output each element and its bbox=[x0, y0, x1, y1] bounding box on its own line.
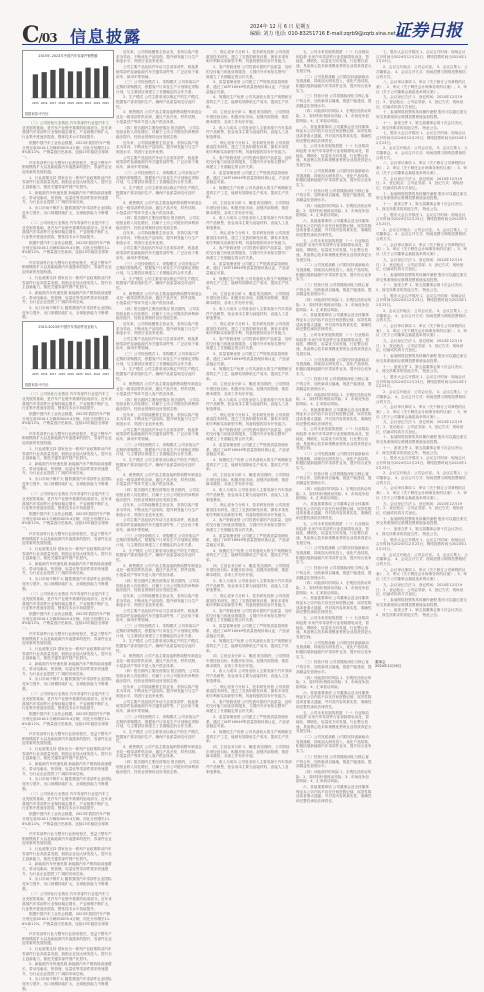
paragraph: 2、生产模式 公司主要采用以销定产的生产模式，根据客户需求组织生产，确保产品质量和交付及时性。 bbox=[116, 457, 202, 472]
x-tick-label: 2020 bbox=[75, 102, 83, 105]
paragraph: 公司主要产品包括汽车动力总成零部件、底盘系统零部件及新能源汽车关键零部件等，广泛应用于乘用车、商用车等领域。 bbox=[116, 246, 199, 260]
paragraph: （三）经营计划 公司将继续深化与核心客户的合作，加快新项目落地，推进产能建设，提高精益化管理水平。 bbox=[296, 94, 372, 108]
paragraph: 九、会议登记方法 1、登记时间：2024年12月19日；2、登记地点：公司证券部；3、登记方式：现场登记、信函或传真方式登记。 bbox=[376, 257, 464, 272]
paragraph: 十一、备查文件 1、第五届董事会第十次会议决议；2、深交所要求的其他文件。 特此公告。 bbox=[376, 445, 466, 455]
paragraph: 4、规模化生产优势 公司具备较大的生产规模和完善的生产工艺，能够有效降低生产成本，提高生产效率。 bbox=[206, 729, 292, 744]
paragraph: （三）经营计划 公司将继续深化与核心客户的合作，加快新项目落地，推进产能建设，提高精益化管理水平。 bbox=[296, 754, 372, 769]
paragraph: （二）公司发展战略 公司将坚持创新驱动发展战略，持续加大研发投入，优化产品结构，积极拓展新能源汽车零部件业务，提升综合竞争实力。 bbox=[296, 451, 372, 471]
paragraph: 1、行业政策支持 国家出台一系列产业政策推动汽车零部件行业高质量发展，鼓励企业加大研发投入，提升自主创新能力，推进关键零部件国产化替代。 bbox=[22, 546, 112, 561]
x-tick-label: 2017 bbox=[49, 373, 57, 377]
page-number: C/03 bbox=[22, 22, 57, 48]
paragraph: （二）公司所处行业情况 汽车零部件行业是汽车工业发展的基础，是汽车产业链中重要的组成部分。近年来我国汽车零部件行业保持稳定增长，产业规模不断扩大，行业集中度逐步提高，整体技术水平持续提升。 bbox=[22, 492, 112, 511]
x-tick-label: 2015 bbox=[32, 373, 39, 377]
bar bbox=[94, 68, 99, 98]
paragraph: 四、主营业务分析 1、概述 报告期内，公司围绕年度经营目标，积极开拓市场，加强内部管理，推进降本增效，各项工作有序开展。 bbox=[206, 654, 290, 668]
paragraph: 2、新能源汽车快速发展 新能源汽车产销持续高速增长，带动电驱动、热管理、轻量化等零部件需求快速提升，为行业企业提供了广阔的市场空间。 bbox=[22, 762, 112, 776]
paragraph: 4、规模化生产优势 公司具备较大的生产规模和完善的生产工艺，能够有效降低生产成本，提高生产效率。 bbox=[206, 639, 292, 653]
paragraph: （四）可能面对的风险 1、宏观经济波动风险；2、原材料价格波动风险；3、市场竞争加剧风险；4、汇率波动风险。 bbox=[296, 109, 372, 123]
paragraph: （二）公司所处行业情况 汽车零部件行业是汽车工业发展的基础，是汽车产业链中重要的组成部分。近年来我国汽车零部件行业保持稳定增长，产业规模不断扩大，行业集中度逐步提高，整体技术水平持续提升。 bbox=[22, 792, 112, 811]
paragraph: 2、收入与成本 公司营业收入主要来源于汽车零部件产品销售，营业成本主要为直接材料、直接人工及制造费用。 bbox=[206, 397, 292, 411]
paragraph: 十一、备查文件 1、第五届董事会第十次会议决议；2、深交所要求的其他文件。 特此公告。 bbox=[376, 364, 466, 374]
paragraph: 1、行业政策支持 国家出台一系列产业政策推动汽车零部件行业高质量发展，鼓励企业加大研发投入，提升自主创新能力，推进关键零部件国产化替代。 bbox=[22, 947, 112, 961]
x-tick-label: 2021 bbox=[84, 373, 92, 377]
paragraph: 根据中国汽车工业协会数据，2023年我国汽车产销分别完成3016.1万辆和3009.4万辆，同比分别增长11.6%和12%，产销量创历史新高，连续15年稳居全球第一。 bbox=[22, 912, 111, 931]
paragraph: 十、参加网络投票的具体操作流程 股东可以通过深交所交易系统和互联网投票系统参加投票。 bbox=[376, 354, 467, 363]
paragraph: 2、客户资源优势 公司凭借可靠的产品质量、及时的交付能力和优质的服务，与国内外多家知名整车厂商建立了长期稳定的合作关系。 bbox=[206, 65, 292, 79]
x-tick-label: 2019 bbox=[67, 102, 74, 105]
paragraph: （四）报告期内主要经营情况 报告期内，公司实现营业收入同比增长，归属于上市公司股东的净利润稳步提升，经营业绩保持良好发展态势。 bbox=[116, 397, 200, 411]
paragraph: 汽车零部件行业与整车行业密切相关，受益于整车产销规模的扩大以及新能源汽车渗透率的提升，零部件企业迎来新的发展机遇。 bbox=[22, 731, 112, 746]
paragraph: 根据中国汽车工业协会数据，2023年我国汽车产销分别完成3016.1万辆和3009.4万辆，同比分别增长11.6%和12%，产销量创历史新高，连续15年稳居全球第一。 bbox=[22, 140, 111, 159]
paragraph: 近年来，公司持续聚焦主营业务，坚持以客户需求为导向，不断优化产品结构，提升研发能力与生产制造水平，巩固行业竞争优势。 bbox=[116, 412, 199, 427]
bar bbox=[85, 340, 90, 370]
paragraph: 十、参加网络投票的具体操作流程 股东可以通过深交所交易系统和互联网投票系统参加投票。 bbox=[376, 516, 467, 526]
paragraph: 2、客户资源优势 公司凭借可靠的产品质量、及时的交付能力和优质的服务，与国内外多家知名整车厂商建立了长期稳定的合作关系。 bbox=[206, 518, 292, 532]
paragraph: 2、会议召开地点：公司会议室。 3、会议召集人：公司董事会。 4、会议召开方式：现场投票与网络投票相结合的方式。 bbox=[376, 65, 468, 79]
paragraph: 九、会议登记方法 1、登记时间：2024年12月19日；2、登记地点：公司证券部；3、登记方式：现场登记、信函或传真方式登记。 bbox=[376, 339, 464, 353]
paragraph: 3、质量管理优势 公司建立了严格的质量管理体系，通过了IATF16949等质量管理体系认证，产品质量稳定可靠。 bbox=[206, 352, 290, 366]
paragraph: 八、会议审议事项 1、审议《关于修订公司章程的议案》；2、审议《关于聘任会计师事务所的议案》；3、审议《关于公司董事会换届选举的议案》。 bbox=[376, 80, 467, 94]
bar bbox=[59, 68, 64, 98]
paragraph: 十一、备查文件 1、第五届董事会第十次会议决议；2、深交所要求的其他文件。 特此公告。 bbox=[376, 283, 466, 293]
bar bbox=[103, 336, 108, 369]
paragraph: 三、核心竞争力分析 1、技术研发优势 公司高度重视技术研发，建立了完善的研发体系，拥有多项发明专利和实用新型专利，具备较强的同步开发能力。 bbox=[206, 231, 290, 245]
paragraph: 公司主要产品包括汽车动力总成零部件、底盘系统零部件及新能源汽车关键零部件等，广泛应用于乘用车、商用车等领域。 bbox=[116, 609, 199, 623]
paragraph: 1、行业政策支持 国家出台一系列产业政策推动汽车零部件行业高质量发展，鼓励企业加大研发投入，提升自主创新能力，推进关键零部件国产化替代。 bbox=[22, 847, 112, 861]
column-2 bbox=[116, 50, 202, 774]
paragraph: （四）报告期内主要经营情况 报告期内，公司实现营业收入同比增长，归属于上市公司股东的净利润稳步提升，经营业绩保持良好发展态势。 bbox=[116, 488, 200, 502]
paragraph: 3、质量管理优势 公司建立了严格的质量管理体系，通过了IATF16949等质量管理体系认证，产品质量稳定可靠。 bbox=[206, 714, 290, 729]
x-tick-label: 2023 bbox=[102, 373, 109, 377]
paragraph: 六、其他重要事项 公司董事会及全体董事保证本公告内容不存在任何虚假记载、误导性陈述或者重大遗漏，并对其内容的真实性、准确性和完整性承担法律责任。 bbox=[296, 596, 372, 615]
paragraph: 2、生产模式 公司主要采用以销定产的生产模式，根据客户需求组织生产，确保产品质量和交付及时性。 bbox=[116, 639, 202, 653]
paragraph: 九、会议登记方法 1、登记时间：2024年12月19日；2、登记地点：公司证券部；3、登记方式：现场登记、信函或传真方式登记。 bbox=[376, 420, 464, 434]
paragraph: 七、股东大会召开情况 1、会议召开时间：现场会议召开时间为2024年12月23日；网络投票时间为2024年12月23日。 bbox=[376, 212, 467, 226]
paragraph: 三、核心竞争力分析 1、技术研发优势 公司高度重视技术研发，建立了完善的研发体系，拥有多项发明专利和实用新型专利，具备较强的同步开发能力。 bbox=[206, 412, 290, 427]
paragraph: （三）公司经营模式 1、采购模式 公司采取以产定购的采购模式，根据客户订单及生产计划制定采购计划，与主要供应商建立了长期稳定的合作关系。 bbox=[116, 170, 200, 185]
imprint-line: 2024年12月6日 bbox=[375, 664, 402, 669]
newspaper-masthead: 证券日报 bbox=[394, 21, 462, 41]
paragraph: （二）公司所处行业情况 汽车零部件行业是汽车工业发展的基础，是汽车产业链中重要的组成部分。近年来我国汽车零部件行业保持稳定增长，产业规模不断扩大，行业集中度逐步提高，整体技术水平持续提升。 bbox=[22, 592, 112, 611]
paragraph: 4、规模化生产优势 公司具备较大的生产规模和完善的生产工艺，能够有效降低生产成本，提高生产效率。 bbox=[206, 367, 292, 381]
paragraph: （三）经营计划 公司将继续深化与核心客户的合作，加快新项目落地，推进产能建设，提高精益化管理水平。 bbox=[296, 660, 372, 674]
bar bbox=[33, 345, 38, 369]
column-4 bbox=[296, 50, 372, 804]
paragraph: 根据中国汽车工业协会数据，2023年我国汽车产销分别完成3016.1万辆和3009.4万辆，同比分别增长11.6%和12%，产销量创历史新高，连续15年稳居全球第一。 bbox=[22, 612, 111, 631]
paragraph: 2、客户资源优势 公司凭借可靠的产品质量、及时的交付能力和优质的服务，与国内外多家知名整车厂商建立了长期稳定的合作关系。 bbox=[206, 427, 292, 442]
paragraph: 近年来，公司持续聚焦主营业务，坚持以客户需求为导向，不断优化产品结构，提升研发能力与生产制造水平，巩固行业竞争优势。 bbox=[116, 593, 199, 608]
bar bbox=[68, 71, 73, 98]
paragraph: 2、新能源汽车快速发展 新能源汽车产销持续高速增长，带动电驱动、热管理、轻量化等零部件需求快速提升，为行业企业提供了广阔的市场空间。 bbox=[22, 862, 112, 876]
paragraph: 近年来，公司持续聚焦主营业务，坚持以客户需求为导向，不断优化产品结构，提升研发能力与生产制造水平，巩固行业竞争优势。 bbox=[116, 684, 199, 698]
bar bbox=[68, 341, 73, 369]
paragraph: 3、出口市场不断扩大 随着我国汽车零部件企业国际竞争力提升，出口规模持续扩大，全球配套能力不断增强。 bbox=[22, 477, 112, 491]
paragraph: 2、客户资源优势 公司凭借可靠的产品质量、及时的交付能力和优质的服务，与国内外多家知名整车厂商建立了长期稳定的合作关系。 bbox=[206, 699, 292, 714]
paragraph: （四）可能面对的风险 1、宏观经济波动风险；2、原材料价格波动风险；3、市场竞争加剧风险；4、汇率波动风险。 bbox=[296, 675, 372, 689]
paragraph: 3、质量管理优势 公司建立了严格的质量管理体系，通过了IATF16949等质量管理体系认证，产品质量稳定可靠。 bbox=[206, 80, 290, 94]
paragraph: 十、参加网络投票的具体操作流程 股东可以通过深交所交易系统和互联网投票系统参加投票。 bbox=[376, 597, 467, 607]
paragraph: 五、公司未来发展的展望 （一）行业格局和趋势 未来汽车零部件行业将朝着电动化、智能化、网联化、轻量化方向发展，行业整合加速，具备核心技术和规模优势的企业将获得更大发展空间。 bbox=[296, 427, 372, 451]
paragraph: 2、客户资源优势 公司凭借可靠的产品质量、及时的交付能力和优质的服务，与国内外多家知名整车厂商建立了长期稳定的合作关系。 bbox=[206, 337, 292, 351]
page-header bbox=[0, 0, 484, 48]
paragraph: 五、公司未来发展的展望 （一）行业格局和趋势 未来汽车零部件行业将朝着电动化、智能化、网联化、轻量化方向发展，行业整合加速，具备核心技术和规模优势的企业将获得更大发展空间。 bbox=[296, 333, 372, 356]
paragraph: 十一、备查文件 1、第五届董事会第十次会议决议；2、深交所要求的其他文件。 特此公告。 bbox=[376, 202, 466, 211]
paragraph: 三、核心竞争力分析 1、技术研发优势 公司高度重视技术研发，建立了完善的研发体系，拥有多项发明专利和实用新型专利，具备较强的同步开发能力。 bbox=[206, 321, 290, 336]
paragraph: （三）公司经营模式 1、采购模式 公司采取以产定购的采购模式，根据客户订单及生产计划制定采购计划，与主要供应商建立了长期稳定的合作关系。 bbox=[116, 352, 200, 366]
paragraph: 3、出口市场不断扩大 随着我国汽车零部件企业国际竞争力提升，出口规模持续扩大，全球配套能力不断增强。 bbox=[22, 306, 112, 320]
paragraph: （三）公司经营模式 1、采购模式 公司采取以产定购的采购模式，根据客户订单及生产计划制定采购计划，与主要供应商建立了长期稳定的合作关系。 bbox=[116, 261, 200, 275]
paragraph: 3、销售模式 公司产品主要直接销售给整车制造企业及一级零部件供应商，通过产品开发、样件试制、小批量试产等环节进入客户供应体系。 bbox=[116, 563, 202, 578]
chart-1-title: 2015年-2023年中国汽车零部件销售额 bbox=[38, 54, 98, 58]
paragraph: 2、客户资源优势 公司凭借可靠的产品质量、及时的交付能力和优质的服务，与国内外多家知名整车厂商建立了长期稳定的合作关系。 bbox=[206, 609, 292, 623]
paragraph: 五、公司未来发展的展望 （一）行业格局和趋势 未来汽车零部件行业将朝着电动化、智能化、网联化、轻量化方向发展，行业整合加速，具备核心技术和规模优势的企业将获得更大发展空间。 bbox=[296, 50, 372, 73]
paragraph: 六、其他重要事项 公司董事会及全体董事保证本公告内容不存在任何虚假记载、误导性陈述或者重大遗漏，并对其内容的真实性、准确性和完整性承担法律责任。 bbox=[296, 407, 372, 426]
paragraph: 3、质量管理优势 公司建立了严格的质量管理体系，通过了IATF16949等质量管理体系认证，产品质量稳定可靠。 bbox=[206, 261, 290, 275]
paragraph: 2、收入与成本 公司营业收入主要来源于汽车零部件产品销售，营业成本主要为直接材料、直接人工及制造费用。 bbox=[206, 488, 292, 502]
paragraph: 公司主要产品包括汽车动力总成零部件、底盘系统零部件及新能源汽车关键零部件等，广泛应用于乘用车、商用车等领域。 bbox=[116, 427, 199, 442]
paragraph: （四）报告期内主要经营情况 报告期内，公司实现营业收入同比增长，归属于上市公司股东的净利润稳步提升，经营业绩保持良好发展态势。 bbox=[116, 306, 200, 321]
paragraph: 3、质量管理优势 公司建立了严格的质量管理体系，通过了IATF16949等质量管理体系认证，产品质量稳定可靠。 bbox=[206, 170, 290, 185]
x-tick-label: 2017 bbox=[49, 102, 57, 105]
paragraph: 近年来，公司持续聚焦主营业务，坚持以客户需求为导向，不断优化产品结构，提升研发能力与生产制造水平，巩固行业竞争优势。 bbox=[116, 231, 199, 245]
paragraph: 2、会议召开地点：公司会议室。 3、会议召集人：公司董事会。 4、会议召开方式：现场投票与网络投票相结合的方式。 bbox=[376, 471, 468, 485]
x-tick-label: 2016 bbox=[40, 102, 48, 105]
paragraph: （三）公司经营模式 1、采购模式 公司采取以产定购的采购模式，根据客户订单及生产计划制定采购计划，与主要供应商建立了长期稳定的合作关系。 bbox=[116, 714, 200, 729]
paragraph: 2、生产模式 公司主要采用以销定产的生产模式，根据客户需求组织生产，确保产品质量和交付及时性。 bbox=[116, 548, 202, 563]
paragraph: 四、主营业务分析 1、概述 报告期内，公司围绕年度经营目标，积极开拓市场，加强内部管理，推进降本增效，各项工作有序开展。 bbox=[206, 110, 290, 124]
bar bbox=[50, 340, 55, 369]
paragraph: 公司主要产品包括汽车动力总成零部件、底盘系统零部件及新能源汽车关键零部件等，广泛应用于乘用车、商用车等领域。 bbox=[116, 699, 199, 714]
paragraph: 2、会议召开地点：公司会议室。 3、会议召集人：公司董事会。 4、会议召开方式：现场投票与网络投票相结合的方式。 bbox=[376, 146, 468, 160]
column-5 bbox=[376, 50, 468, 676]
paragraph: 九、会议登记方法 1、登记时间：2024年12月19日；2、登记地点：公司证券部；3、登记方式：现场登记、信函或传真方式登记。 bbox=[376, 582, 464, 597]
paragraph: 1、行业政策支持 国家出台一系列产业政策推动汽车零部件行业高质量发展，鼓励企业加大研发投入，提升自主创新能力，推进关键零部件国产化替代。 bbox=[22, 446, 112, 461]
bar bbox=[42, 342, 47, 369]
paragraph: 2、收入与成本 公司营业收入主要来源于汽车零部件产品销售，营业成本主要为直接材料、直接人工及制造费用。 bbox=[206, 306, 292, 321]
column-1 bbox=[22, 50, 112, 991]
paragraph: 十、参加网络投票的具体操作流程 股东可以通过深交所交易系统和互联网投票系统参加投票。 bbox=[376, 435, 467, 445]
paragraph: 3、销售模式 公司产品主要直接销售给整车制造企业及一级零部件供应商，通过产品开发、样件试制、小批量试产等环节进入客户供应体系。 bbox=[116, 654, 202, 668]
paragraph: 2、收入与成本 公司营业收入主要来源于汽车零部件产品销售，营业成本主要为直接材料、直接人工及制造费用。 bbox=[206, 760, 292, 774]
paragraph: 3、出口市场不断扩大 随着我国汽车零部件企业国际竞争力提升，出口规模持续扩大，全球配套能力不断增强。 bbox=[22, 577, 112, 591]
column-3-text bbox=[206, 50, 292, 774]
paragraph: 1、行业政策支持 国家出台一系列产业政策推动汽车零部件行业高质量发展，鼓励企业加大研发投入，提升自主创新能力，推进关键零部件国产化替代。 bbox=[22, 175, 112, 190]
paragraph: 2、生产模式 公司主要采用以销定产的生产模式，根据客户需求组织生产，确保产品质量和交付及时性。 bbox=[116, 95, 202, 109]
paragraph: 五、公司未来发展的展望 （一）行业格局和趋势 未来汽车零部件行业将朝着电动化、智能化、网联化、轻量化方向发展，行业整合加速，具备核心技术和规模优势的企业将获得更大发展空间。 bbox=[296, 710, 372, 734]
paragraph: 四、主营业务分析 1、概述 报告期内，公司围绕年度经营目标，积极开拓市场，加强内部管理，推进降本增效，各项工作有序开展。 bbox=[206, 291, 290, 306]
paragraph: 五、公司未来发展的展望 （一）行业格局和趋势 未来汽车零部件行业将朝着电动化、智能化、网联化、轻量化方向发展，行业整合加速，具备核心技术和规模优势的企业将获得更大发展空间。 bbox=[296, 616, 372, 639]
paragraph: 2、会议召开地点：公司会议室。 3、会议召集人：公司董事会。 4、会议召开方式：现场投票与网络投票相结合的方式。 bbox=[376, 308, 468, 323]
paragraph: （三）经营计划 公司将继续深化与核心客户的合作，加快新项目落地，推进产能建设，提高精益化管理水平。 bbox=[296, 471, 372, 486]
column-3 bbox=[206, 50, 292, 774]
paragraph: 3、销售模式 公司产品主要直接销售给整车制造企业及一级零部件供应商，通过产品开发、样件试制、小批量试产等环节进入客户供应体系。 bbox=[116, 382, 202, 396]
paragraph: （二）公司所处行业情况 汽车零部件行业是汽车工业发展的基础，是汽车产业链中重要的组成部分。近年来我国汽车零部件行业保持稳定增长，产业规模不断扩大，行业集中度逐步提高，整体技术水平持续提升。 bbox=[22, 221, 112, 240]
paragraph: （四）可能面对的风险 1、宏观经济波动风险；2、原材料价格波动风险；3、市场竞争加剧风险；4、汇率波动风险。 bbox=[296, 486, 372, 501]
paragraph: （三）公司经营模式 1、采购模式 公司采取以产定购的采购模式，根据客户订单及生产计划制定采购计划，与主要供应商建立了长期稳定的合作关系。 bbox=[116, 533, 200, 547]
paragraph: 根据中国汽车工业协会数据，2023年我国汽车产销分别完成3016.1万辆和3009.4万辆，同比分别增长11.6%和12%，产销量创历史新高，连续15年稳居全球第一。 bbox=[22, 411, 111, 431]
paragraph: 3、销售模式 公司产品主要直接销售给整车制造企业及一级零部件供应商，通过产品开发、样件试制、小批量试产等环节进入客户供应体系。 bbox=[116, 745, 202, 759]
bar bbox=[94, 338, 99, 369]
paragraph: 八、会议审议事项 1、审议《关于修订公司章程的议案》；2、审议《关于聘任会计师事务所的议案》；3、审议《关于公司董事会换届选举的议案》。 bbox=[376, 323, 467, 338]
paragraph: 九、会议登记方法 1、登记时间：2024年12月19日；2、登记地点：公司证券部；3、登记方式：现场登记、信函或传真方式登记。 bbox=[376, 176, 464, 190]
paragraph: 公司主要产品包括汽车动力总成零部件、底盘系统零部件及新能源汽车关键零部件等，广泛应用于乘用车、商用车等领域。 bbox=[116, 65, 199, 79]
paragraph: 六、其他重要事项 公司董事会及全体董事保证本公告内容不存在任何虚假记载、误导性陈述或者重大遗漏，并对其内容的真实性、准确性和完整性承担法律责任。 bbox=[296, 218, 372, 238]
paragraph: 3、销售模式 公司产品主要直接销售给整车制造企业及一级零部件供应商，通过产品开发、样件试制、小批量试产等环节进入客户供应体系。 bbox=[116, 110, 202, 124]
paragraph: 根据中国汽车工业协会数据，2023年我国汽车产销分别完成3016.1万辆和3009.4万辆，同比分别增长11.6%和12%，产销量创历史新高，连续15年稳居全球第一。 bbox=[22, 812, 111, 831]
paragraph: 2、会议召开地点：公司会议室。 3、会议召集人：公司董事会。 4、会议召开方式：现场投票与网络投票相结合的方式。 bbox=[376, 552, 468, 567]
paragraph: （二）公司发展战略 公司将坚持创新驱动发展战略，持续加大研发投入，优化产品结构，积极拓展新能源汽车零部件业务，提升综合竞争实力。 bbox=[296, 640, 372, 659]
paragraph: 八、会议审议事项 1、审议《关于修订公司章程的议案》；2、审议《关于聘任会计师事务所的议案》；3、审议《关于公司董事会换届选举的议案》。 bbox=[376, 161, 467, 175]
paragraph: 4、规模化生产优势 公司具备较大的生产规模和完善的生产工艺，能够有效降低生产成本，提高生产效率。 bbox=[206, 548, 292, 563]
paragraph: 九、会议登记方法 1、登记时间：2024年12月19日；2、登记地点：公司证券部；3、登记方式：现场登记、信函或传真方式登记。 bbox=[376, 501, 464, 515]
paragraph: （三）经营计划 公司将继续深化与核心客户的合作，加快新项目落地，推进产能建设，提高精益化管理水平。 bbox=[296, 188, 372, 203]
chart-1-plot bbox=[23, 58, 113, 106]
bar bbox=[77, 342, 82, 369]
chart-2-plot bbox=[23, 329, 113, 377]
paragraph: 根据中国汽车工业协会数据，2023年我国汽车产销分别完成3016.1万辆和3009.4万辆，同比分别增长11.6%和12%，产销量创历史新高，连续15年稳居全球第一。 bbox=[22, 240, 111, 259]
paragraph: 十一、备查文件 1、第五届董事会第十次会议决议；2、深交所要求的其他文件。 特此公告。 bbox=[376, 527, 466, 536]
paragraph: 八、会议审议事项 1、审议《关于修订公司章程的议案》；2、审议《关于聘任会计师事务所的议案》；3、审议《关于公司董事会换届选举的议案》。 bbox=[376, 567, 467, 582]
paragraph: 十一、备查文件 1、第五届董事会第十次会议决议；2、深交所要求的其他文件。 特此公告。 bbox=[376, 120, 466, 130]
paragraph: 七、股东大会召开情况 1、会议召开时间：现场会议召开时间为2024年12月23日；网络投票时间为2024年12月23日。 bbox=[376, 50, 467, 64]
x-tick-label: 2023 bbox=[102, 102, 109, 105]
paragraph: （二）公司发展战略 公司将坚持创新驱动发展战略，持续加大研发投入，优化产品结构，积极拓展新能源汽车零部件业务，提升综合竞争实力。 bbox=[296, 546, 372, 565]
bar bbox=[85, 68, 90, 98]
paragraph: 六、其他重要事项 公司董事会及全体董事保证本公告内容不存在任何虚假记载、误导性陈述或者重大遗漏，并对其内容的真实性、准确性和完整性承担法律责任。 bbox=[296, 690, 372, 709]
bar bbox=[59, 339, 64, 369]
paragraph: （二）公司发展战略 公司将坚持创新驱动发展战略，持续加大研发投入，优化产品结构，积极拓展新能源汽车零部件业务，提升综合竞争实力。 bbox=[296, 735, 372, 754]
paragraph: 八、会议审议事项 1、审议《关于修订公司章程的议案》；2、审议《关于聘任会计师事务所的议案》；3、审议《关于公司董事会换届选举的议案》。 bbox=[376, 405, 467, 419]
paragraph: 八、会议审议事项 1、审议《关于修订公司章程的议案》；2、审议《关于聘任会计师事务所的议案》；3、审议《关于公司董事会换届选举的议案》。 bbox=[376, 486, 467, 500]
paragraph: 公司主要产品包括汽车动力总成零部件、底盘系统零部件及新能源汽车关键零部件等，广泛应用于乘用车、商用车等领域。 bbox=[116, 518, 199, 532]
paragraph: （三）公司经营模式 1、采购模式 公司采取以产定购的采购模式，根据客户订单及生产计划制定采购计划，与主要供应商建立了长期稳定的合作关系。 bbox=[116, 624, 200, 638]
paragraph: 3、出口市场不断扩大 随着我国汽车零部件企业国际竞争力提升，出口规模持续扩大，全球配套能力不断增强。 bbox=[22, 205, 112, 220]
date-line: 2024年 12 月 6 日 星期五 bbox=[250, 24, 311, 30]
imprint bbox=[375, 660, 470, 669]
paragraph: （二）公司发展战略 公司将坚持创新驱动发展战略，持续加大研发投入，优化产品结构，积极拓展新能源汽车零部件业务，提升综合竞争实力。 bbox=[296, 263, 372, 282]
paragraph: 六、其他重要事项 公司董事会及全体董事保证本公告内容不存在任何虚假记载、误导性陈述或者重大遗漏，并对其内容的真实性、准确性和完整性承担法律责任。 bbox=[296, 313, 372, 332]
chart-1-caption: 数据来源:中汽协 bbox=[25, 112, 49, 116]
paragraph: （三）公司经营模式 1、采购模式 公司采取以产定购的采购模式，根据客户订单及生产计划制定采购计划，与主要供应商建立了长期稳定的合作关系。 bbox=[116, 442, 200, 457]
paragraph: （二）公司所处行业情况 汽车零部件行业是汽车工业发展的基础，是汽车产业链中重要的组成部分。近年来我国汽车零部件行业保持稳定增长，产业规模不断扩大，行业集中度逐步提高，整体技术水平持续提升。 bbox=[22, 121, 112, 140]
paragraph: 三、核心竞争力分析 1、技术研发优势 公司高度重视技术研发，建立了完善的研发体系，拥有多项发明专利和实用新型专利，具备较强的同步开发能力。 bbox=[206, 140, 290, 155]
header-rule bbox=[22, 44, 468, 45]
bar bbox=[33, 74, 38, 98]
paragraph: 2、新能源汽车快速发展 新能源汽车产销持续高速增长，带动电驱动、热管理、轻量化等零部件需求快速提升，为行业企业提供了广阔的市场空间。 bbox=[22, 461, 112, 476]
paragraph: （四）可能面对的风险 1、宏观经济波动风险；2、原材料价格波动风险；3、市场竞争加剧风险；4、汇率波动风险。 bbox=[296, 581, 372, 595]
paragraph: 五、公司未来发展的展望 （一）行业格局和趋势 未来汽车零部件行业将朝着电动化、智能化、网联化、轻量化方向发展，行业整合加速，具备核心技术和规模优势的企业将获得更大发展空间。 bbox=[296, 521, 372, 545]
paragraph: 4、规模化生产优势 公司具备较大的生产规模和完善的生产工艺，能够有效降低生产成本，提高生产效率。 bbox=[206, 185, 292, 200]
paragraph: （三）公司经营模式 1、采购模式 公司采取以产定购的采购模式，根据客户订单及生产计划制定采购计划，与主要供应商建立了长期稳定的合作关系。 bbox=[116, 80, 200, 94]
paragraph: 四、主营业务分析 1、概述 报告期内，公司围绕年度经营目标，积极开拓市场，加强内部管理，推进降本增效，各项工作有序开展。 bbox=[206, 745, 290, 759]
paragraph: 十、参加网络投票的具体操作流程 股东可以通过深交所交易系统和互联网投票系统参加投票。 bbox=[376, 272, 467, 282]
paragraph: 近年来，公司持续聚焦主营业务，坚持以客户需求为导向，不断优化产品结构，提升研发能力与生产制造水平，巩固行业竞争优势。 bbox=[116, 50, 199, 64]
paragraph: 汽车零部件行业与整车行业密切相关，受益于整车产销规模的扩大以及新能源汽车渗透率的提升，零部件企业迎来新的发展机遇。 bbox=[22, 160, 112, 175]
x-tick-label: 2020 bbox=[75, 373, 83, 377]
paragraph: 2、收入与成本 公司营业收入主要来源于汽车零部件产品销售，营业成本主要为直接材料、直接人工及制造费用。 bbox=[206, 669, 292, 683]
x-tick-label: 2019 bbox=[67, 373, 74, 377]
chart-2-title: 2015-2023年中国汽车零部件营业收入 bbox=[38, 325, 98, 330]
paragraph: （四）可能面对的风险 1、宏观经济波动风险；2、原材料价格波动风险；3、市场竞争加剧风险；4、汇率波动风险。 bbox=[296, 769, 372, 784]
x-tick-label: 2016 bbox=[40, 373, 48, 377]
column-5-text bbox=[376, 50, 468, 618]
paragraph: 近年来，公司持续聚焦主营业务，坚持以客户需求为导向，不断优化产品结构，提升研发能力与生产制造水平，巩固行业竞争优势。 bbox=[116, 321, 199, 336]
paragraph: （四）报告期内主要经营情况 报告期内，公司实现营业收入同比增长，归属于上市公司股东的净利润稳步提升，经营业绩保持良好发展态势。 bbox=[116, 760, 200, 774]
paragraph: 2、会议召开地点：公司会议室。 3、会议召集人：公司董事会。 4、会议召开方式：现场投票与网络投票相结合的方式。 bbox=[376, 227, 468, 242]
paragraph: （二）公司发展战略 公司将坚持创新驱动发展战略，持续加大研发投入，优化产品结构，积极拓展新能源汽车零部件业务，提升综合竞争实力。 bbox=[296, 168, 372, 187]
paragraph: 八、会议审议事项 1、审议《关于修订公司章程的议案》；2、审议《关于聘任会计师事务所的议案》；3、审议《关于公司董事会换届选举的议案》。 bbox=[376, 242, 467, 257]
paragraph: 汽车零部件行业与整车行业密切相关，受益于整车产销规模的扩大以及新能源汽车渗透率的提升，零部件企业迎来新的发展机遇。 bbox=[22, 932, 112, 946]
column-1-text-b bbox=[22, 392, 112, 991]
x-tick-label: 2022 bbox=[93, 373, 101, 377]
bar bbox=[103, 66, 108, 98]
x-tick-label: 2021 bbox=[84, 102, 92, 105]
paragraph: 根据中国汽车工业协会数据，2023年我国汽车产销分别完成3016.1万辆和3009.4万辆，同比分别增长11.6%和12%，产销量创历史新高，连续15年稳居全球第一。 bbox=[22, 712, 111, 731]
paragraph: 2、新能源汽车快速发展 新能源汽车产销持续高速增长，带动电驱动、热管理、轻量化等零部件需求快速提升，为行业企业提供了广阔的市场空间。 bbox=[22, 562, 112, 576]
paragraph: 3、质量管理优势 公司建立了严格的质量管理体系，通过了IATF16949等质量管理体系认证，产品质量稳定可靠。 bbox=[206, 533, 290, 547]
paragraph: 2、新能源汽车快速发展 新能源汽车产销持续高速增长，带动电驱动、热管理、轻量化等零部件需求快速提升，为行业企业提供了广阔的市场空间。 bbox=[22, 962, 112, 976]
paragraph: 汽车零部件行业与整车行业密切相关，受益于整车产销规模的扩大以及新能源汽车渗透率的提升，零部件企业迎来新的发展机遇。 bbox=[22, 531, 112, 546]
paragraph: 2、收入与成本 公司营业收入主要来源于汽车零部件产品销售，营业成本主要为直接材料、直接人工及制造费用。 bbox=[206, 578, 292, 593]
paragraph: 2、生产模式 公司主要采用以销定产的生产模式，根据客户需求组织生产，确保产品质量和交付及时性。 bbox=[116, 729, 202, 744]
paragraph: 十一、备查文件 1、第五届董事会第十次会议决议；2、深交所要求的其他文件。 特此公告。 bbox=[376, 608, 466, 618]
paragraph: 七、股东大会召开情况 1、会议召开时间：现场会议召开时间为2024年12月23日；网络投票时间为2024年12月23日。 bbox=[376, 131, 467, 145]
paragraph: 十、参加网络投票的具体操作流程 股东可以通过深交所交易系统和互联网投票系统参加投票。 bbox=[376, 191, 467, 201]
imprint-line: 董事会 bbox=[375, 660, 386, 664]
bar bbox=[42, 72, 47, 98]
paragraph: 公司主要产品包括汽车动力总成零部件、底盘系统零部件及新能源汽车关键零部件等，广泛应用于乘用车、商用车等领域。 bbox=[116, 337, 199, 351]
paragraph: 2、生产模式 公司主要采用以销定产的生产模式，根据客户需求组织生产，确保产品质量和交付及时性。 bbox=[116, 276, 202, 291]
paragraph: 四、主营业务分析 1、概述 报告期内，公司围绕年度经营目标，积极开拓市场，加强内部管理，推进降本增效，各项工作有序开展。 bbox=[206, 563, 290, 578]
paragraph: 2、新能源汽车快速发展 新能源汽车产销持续高速增长，带动电驱动、热管理、轻量化等零部件需求快速提升，为行业企业提供了广阔的市场空间。 bbox=[22, 662, 112, 676]
paragraph: 公司主要产品包括汽车动力总成零部件、底盘系统零部件及新能源汽车关键零部件等，广泛应用于乘用车、商用车等领域。 bbox=[116, 155, 199, 170]
paragraph: 1、行业政策支持 国家出台一系列产业政策推动汽车零部件行业高质量发展，鼓励企业加大研发投入，提升自主创新能力，推进关键零部件国产化替代。 bbox=[22, 747, 112, 761]
paragraph: 2、客户资源优势 公司凭借可靠的产品质量、及时的交付能力和优质的服务，与国内外多家知名整车厂商建立了长期稳定的合作关系。 bbox=[206, 155, 292, 170]
paragraph: 十、参加网络投票的具体操作流程 股东可以通过深交所交易系统和互联网投票系统参加投票。 bbox=[376, 110, 467, 120]
paragraph: 汽车零部件行业与整车行业密切相关，受益于整车产销规模的扩大以及新能源汽车渗透率的提升，零部件企业迎来新的发展机遇。 bbox=[22, 260, 112, 275]
paragraph: 九、会议登记方法 1、登记时间：2024年12月19日；2、登记地点：公司证券部；3、登记方式：现场登记、信函或传真方式登记。 bbox=[376, 95, 464, 109]
paragraph: 三、核心竞争力分析 1、技术研发优势 公司高度重视技术研发，建立了完善的研发体系，拥有多项发明专利和实用新型专利，具备较强的同步开发能力。 bbox=[206, 684, 290, 698]
paragraph: 2、生产模式 公司主要采用以销定产的生产模式，根据客户需求组织生产，确保产品质量和交付及时性。 bbox=[116, 367, 202, 381]
chart-1 bbox=[22, 50, 114, 118]
x-tick-label: 2018 bbox=[58, 373, 66, 377]
paragraph: 近年来，公司持续聚焦主营业务，坚持以客户需求为导向，不断优化产品结构，提升研发能力与生产制造水平，巩固行业竞争优势。 bbox=[116, 503, 199, 517]
paragraph: 七、股东大会召开情况 1、会议召开时间：现场会议召开时间为2024年12月23日；网络投票时间为2024年12月23日。 bbox=[376, 537, 467, 551]
paragraph: 近年来，公司持续聚焦主营业务，坚持以客户需求为导向，不断优化产品结构，提升研发能力与生产制造水平，巩固行业竞争优势。 bbox=[116, 140, 199, 155]
x-tick-label: 2015 bbox=[32, 102, 39, 105]
paragraph: （二）公司发展战略 公司将坚持创新驱动发展战略，持续加大研发投入，优化产品结构，积极拓展新能源汽车零部件业务，提升综合竞争实力。 bbox=[296, 357, 372, 376]
paragraph: 七、股东大会召开情况 1、会议召开时间：现场会议召开时间为2024年12月23日；网络投票时间为2024年12月23日。 bbox=[376, 456, 467, 470]
paragraph: 3、出口市场不断扩大 随着我国汽车零部件企业国际竞争力提升，出口规模持续扩大，全球配套能力不断增强。 bbox=[22, 777, 112, 791]
paragraph: （三）经营计划 公司将继续深化与核心客户的合作，加快新项目落地，推进产能建设，提高精益化管理水平。 bbox=[296, 377, 372, 391]
paragraph: （四）可能面对的风险 1、宏观经济波动风险；2、原材料价格波动风险；3、市场竞争加剧风险；4、汇率波动风险。 bbox=[296, 392, 372, 406]
paragraph: 四、主营业务分析 1、概述 报告期内，公司围绕年度经营目标，积极开拓市场，加强内部管理，推进降本增效，各项工作有序开展。 bbox=[206, 201, 290, 215]
paragraph: 3、出口市场不断扩大 随着我国汽车零部件企业国际竞争力提升，出口规模持续扩大，全球配套能力不断增强。 bbox=[22, 977, 112, 991]
bar bbox=[77, 71, 82, 98]
paragraph: 4、规模化生产优势 公司具备较大的生产规模和完善的生产工艺，能够有效降低生产成本，提高生产效率。 bbox=[206, 457, 292, 472]
paragraph: 汽车零部件行业与整车行业密切相关，受益于整车产销规模的扩大以及新能源汽车渗透率的提升，零部件企业迎来新的发展机遇。 bbox=[22, 431, 112, 446]
paragraph: 2、生产模式 公司主要采用以销定产的生产模式，根据客户需求组织生产，确保产品质量和交付及时性。 bbox=[116, 185, 202, 200]
paragraph: 1、行业政策支持 国家出台一系列产业政策推动汽车零部件行业高质量发展，鼓励企业加大研发投入，提升自主创新能力，推进关键零部件国产化替代。 bbox=[22, 275, 112, 290]
chart-2 bbox=[22, 321, 114, 389]
paragraph: 2、新能源汽车快速发展 新能源汽车产销持续高速增长，带动电驱动、热管理、轻量化等零部件需求快速提升，为行业企业提供了广阔的市场空间。 bbox=[22, 190, 112, 205]
paragraph: 根据中国汽车工业协会数据，2023年我国汽车产销分别完成3016.1万辆和3009.4万辆，同比分别增长11.6%和12%，产销量创历史新高，连续15年稳居全球第一。 bbox=[22, 512, 111, 531]
x-tick-label: 2022 bbox=[93, 102, 101, 105]
paragraph: （四）可能面对的风险 1、宏观经济波动风险；2、原材料价格波动风险；3、市场竞争加剧风险；4、汇率波动风险。 bbox=[296, 298, 372, 312]
paragraph: （二）公司所处行业情况 汽车零部件行业是汽车工业发展的基础，是汽车产业链中重要的组成部分。近年来我国汽车零部件行业保持稳定增长，产业规模不断扩大，行业集中度逐步提高，整体技术水平持续提升。 bbox=[22, 692, 112, 711]
paragraph: 五、公司未来发展的展望 （一）行业格局和趋势 未来汽车零部件行业将朝着电动化、智能化、网联化、轻量化方向发展，行业整合加速，具备核心技术和规模优势的企业将获得更大发展空间。 bbox=[296, 144, 372, 168]
column-2-text bbox=[116, 50, 202, 774]
paragraph: 3、质量管理优势 公司建立了严格的质量管理体系，通过了IATF16949等质量管理体系认证，产品质量稳定可靠。 bbox=[206, 442, 290, 457]
paragraph: 六、其他重要事项 公司董事会及全体董事保证本公告内容不存在任何虚假记载、误导性陈述或者重大遗漏，并对其内容的真实性、准确性和完整性承担法律责任。 bbox=[296, 785, 372, 804]
paragraph: 2、收入与成本 公司营业收入主要来源于汽车零部件产品销售，营业成本主要为直接材料、直接人工及制造费用。 bbox=[206, 216, 292, 230]
paragraph: 七、股东大会召开情况 1、会议召开时间：现场会议召开时间为2024年12月23日；网络投票时间为2024年12月23日。 bbox=[376, 375, 467, 389]
paragraph: 六、其他重要事项 公司董事会及全体董事保证本公告内容不存在任何虚假记载、误导性陈述或者重大遗漏，并对其内容的真实性、准确性和完整性承担法律责任。 bbox=[296, 501, 372, 521]
paragraph: 4、规模化生产优势 公司具备较大的生产规模和完善的生产工艺，能够有效降低生产成本，提高生产效率。 bbox=[206, 276, 292, 291]
paragraph: 五、公司未来发展的展望 （一）行业格局和趋势 未来汽车零部件行业将朝着电动化、智能化、网联化、轻量化方向发展，行业整合加速，具备核心技术和规模优势的企业将获得更大发展空间。 bbox=[296, 238, 372, 262]
section-title: 信息披露 bbox=[70, 27, 143, 46]
paragraph: 三、核心竞争力分析 1、技术研发优势 公司高度重视技术研发，建立了完善的研发体系，拥有多项发明专利和实用新型专利，具备较强的同步开发能力。 bbox=[206, 593, 290, 608]
paragraph: 三、核心竞争力分析 1、技术研发优势 公司高度重视技术研发，建立了完善的研发体系，拥有多项发明专利和实用新型专利，具备较强的同步开发能力。 bbox=[206, 503, 290, 517]
paragraph: 3、出口市场不断扩大 随着我国汽车零部件企业国际竞争力提升，出口规模持续扩大，全球配套能力不断增强。 bbox=[22, 877, 112, 891]
paragraph: （四）报告期内主要经营情况 报告期内，公司实现营业收入同比增长，归属于上市公司股东的净利润稳步提升，经营业绩保持良好发展态势。 bbox=[116, 578, 200, 593]
paragraph: （二）公司所处行业情况 汽车零部件行业是汽车工业发展的基础，是汽车产业链中重要的组成部分。近年来我国汽车零部件行业保持稳定增长，产业规模不断扩大，行业集中度逐步提高，整体技术水平持续提升。 bbox=[22, 392, 112, 411]
paragraph: （四）报告期内主要经营情况 报告期内，公司实现营业收入同比增长，归属于上市公司股东的净利润稳步提升，经营业绩保持良好发展态势。 bbox=[116, 669, 200, 683]
paragraph: （三）经营计划 公司将继续深化与核心客户的合作，加快新项目落地，推进产能建设，提高精益化管理水平。 bbox=[296, 566, 372, 580]
paragraph: （四）报告期内主要经营情况 报告期内，公司实现营业收入同比增长，归属于上市公司股东的净利润稳步提升，经营业绩保持良好发展态势。 bbox=[116, 125, 200, 139]
bar bbox=[50, 70, 55, 98]
paragraph: 2、客户资源优势 公司凭借可靠的产品质量、及时的交付能力和优质的服务，与国内外多家知名整车厂商建立了长期稳定的合作关系。 bbox=[206, 246, 292, 260]
paragraph: 3、销售模式 公司产品主要直接销售给整车制造企业及一级零部件供应商，通过产品开发、样件试制、小批量试产等环节进入客户供应体系。 bbox=[116, 473, 202, 487]
paragraph: 六、其他重要事项 公司董事会及全体董事保证本公告内容不存在任何虚假记载、误导性陈述或者重大遗漏，并对其内容的真实性、准确性和完整性承担法律责任。 bbox=[296, 124, 372, 143]
paragraph: 汽车零部件行业与整车行业密切相关，受益于整车产销规模的扩大以及新能源汽车渗透率的提升，零部件企业迎来新的发展机遇。 bbox=[22, 631, 112, 646]
paragraph: 3、质量管理优势 公司建立了严格的质量管理体系，通过了IATF16949等质量管理体系认证，产品质量稳定可靠。 bbox=[206, 624, 290, 638]
paragraph: 3、销售模式 公司产品主要直接销售给整车制造企业及一级零部件供应商，通过产品开发、样件试制、小批量试产等环节进入客户供应体系。 bbox=[116, 201, 202, 215]
paragraph: 3、出口市场不断扩大 随着我国汽车零部件企业国际竞争力提升，出口规模持续扩大，全球配套能力不断增强。 bbox=[22, 677, 112, 691]
paragraph: 三、核心竞争力分析 1、技术研发优势 公司高度重视技术研发，建立了完善的研发体系，拥有多项发明专利和实用新型专利，具备较强的同步开发能力。 bbox=[206, 50, 290, 64]
chart-2-caption: 数据来源:中汽协 bbox=[25, 383, 49, 388]
paragraph: （二）公司所处行业情况 汽车零部件行业是汽车工业发展的基础，是汽车产业链中重要的组成部分。近年来我国汽车零部件行业保持稳定增长，产业规模不断扩大，行业集中度逐步提高，整体技术水平持续提升。 bbox=[22, 892, 112, 911]
paragraph: （二）公司发展战略 公司将坚持创新驱动发展战略，持续加大研发投入，优化产品结构，积极拓展新能源汽车零部件业务，提升综合竞争实力。 bbox=[296, 74, 372, 93]
paragraph: （四）报告期内主要经营情况 报告期内，公司实现营业收入同比增长，归属于上市公司股东的净利润稳步提升，经营业绩保持良好发展态势。 bbox=[116, 216, 200, 230]
paragraph: 1、行业政策支持 国家出台一系列产业政策推动汽车零部件行业高质量发展，鼓励企业加大研发投入，提升自主创新能力，推进关键零部件国产化替代。 bbox=[22, 646, 112, 661]
paragraph: 2、新能源汽车快速发展 新能源汽车产销持续高速增长，带动电驱动、热管理、轻量化等零部件需求快速提升，为行业企业提供了广阔的市场空间。 bbox=[22, 290, 112, 305]
paragraph: 四、主营业务分析 1、概述 报告期内，公司围绕年度经营目标，积极开拓市场，加强内部管理，推进降本增效，各项工作有序开展。 bbox=[206, 382, 290, 396]
paragraph: 七、股东大会召开情况 1、会议召开时间：现场会议召开时间为2024年12月23日；网络投票时间为2024年12月23日。 bbox=[376, 293, 467, 308]
paragraph: 2、会议召开地点：公司会议室。 3、会议召集人：公司董事会。 4、会议召开方式：现场投票与网络投票相结合的方式。 bbox=[376, 390, 468, 404]
editor-line: 编辑: 刘力 电话: 010-83251716 E-mail:zqrb9@zqrb.sina.net bbox=[250, 31, 396, 37]
column-1-text-a bbox=[22, 121, 112, 320]
paragraph: 汽车零部件行业与整车行业密切相关，受益于整车产销规模的扩大以及新能源汽车渗透率的提升，零部件企业迎来新的发展机遇。 bbox=[22, 832, 112, 846]
paragraph: 3、销售模式 公司产品主要直接销售给整车制造企业及一级零部件供应商，通过产品开发、样件试制、小批量试产等环节进入客户供应体系。 bbox=[116, 291, 202, 306]
paragraph: （三）经营计划 公司将继续深化与核心客户的合作，加快新项目落地，推进产能建设，提高精益化管理水平。 bbox=[296, 283, 372, 297]
paragraph: （四）可能面对的风险 1、宏观经济波动风险；2、原材料价格波动风险；3、市场竞争加剧风险；4、汇率波动风险。 bbox=[296, 203, 372, 218]
paragraph: 四、主营业务分析 1、概述 报告期内，公司围绕年度经营目标，积极开拓市场，加强内部管理，推进降本增效，各项工作有序开展。 bbox=[206, 473, 290, 487]
column-4-text bbox=[296, 50, 372, 804]
x-tick-label: 2018 bbox=[58, 102, 66, 105]
paragraph: 4、规模化生产优势 公司具备较大的生产规模和完善的生产工艺，能够有效降低生产成本，提高生产效率。 bbox=[206, 95, 292, 109]
paragraph: 2、收入与成本 公司营业收入主要来源于汽车零部件产品销售，营业成本主要为直接材料、直接人工及制造费用。 bbox=[206, 125, 292, 139]
